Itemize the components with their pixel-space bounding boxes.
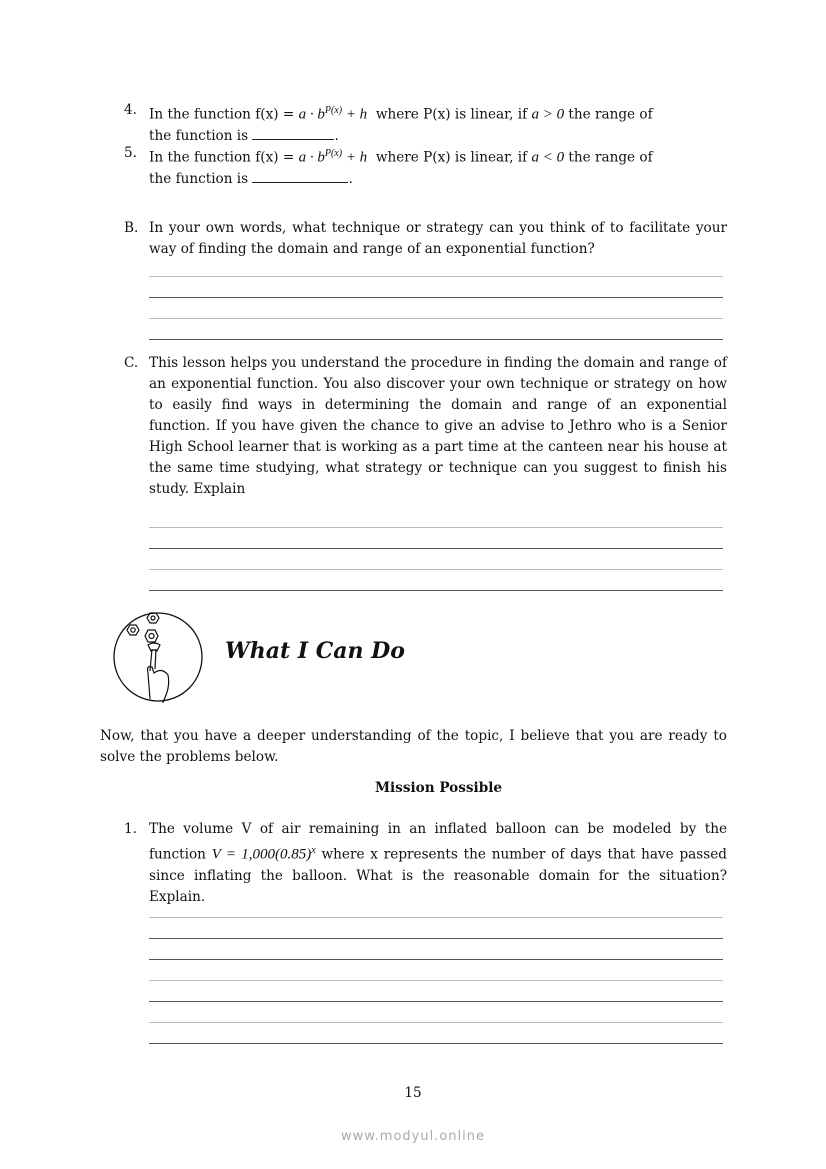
answer-line[interactable] [149, 1043, 723, 1044]
text: where P(x) is linear, if [367, 149, 532, 166]
formula: + h [342, 149, 368, 166]
section-b-text: In your own words, what technique or strategy can you think of to facilitate your way of finding the domain and range of an exponential function? [149, 220, 727, 257]
text: where P(x) is linear, if [367, 106, 532, 123]
answer-blank[interactable] [252, 126, 334, 140]
text: . [334, 127, 339, 144]
section-b [124, 218, 727, 260]
page-number: 15 [404, 1085, 422, 1101]
condition: a > 0 [531, 106, 565, 123]
text: The volume V of air remaining in an inflated balloon can be modeled by the function [149, 821, 727, 863]
text: the range of [564, 106, 653, 123]
text: the function is [149, 127, 249, 144]
answer-line[interactable] [149, 339, 723, 340]
intro-text: Now, that you have a deeper understanding of the topic, I believe that you are ready to solve the problems below. [100, 728, 727, 765]
formula-exponent: P(x) [324, 148, 343, 159]
watermark: www.modyul.online [340, 1129, 486, 1144]
section-title: What I Can Do [225, 638, 405, 664]
condition: a < 0 [531, 149, 565, 166]
answer-line[interactable] [149, 590, 723, 591]
text: In the function f(x) = [149, 106, 299, 123]
mission-question-1 [124, 819, 727, 908]
answer-line[interactable] [149, 276, 723, 277]
answer-line[interactable] [149, 297, 723, 298]
answer-line[interactable] [149, 527, 723, 528]
item-number: 4. [124, 102, 137, 118]
item-number: 1. [124, 821, 137, 837]
formula-exponent: x [311, 845, 316, 856]
answer-blank[interactable] [252, 169, 348, 183]
answer-line[interactable] [149, 959, 723, 960]
answer-line[interactable] [149, 1022, 723, 1023]
item-number: 5. [124, 145, 137, 161]
formula: a · b [298, 106, 325, 123]
answer-line[interactable] [149, 980, 723, 981]
question-5 [124, 143, 727, 190]
text: . [348, 170, 353, 187]
formula-exponent: P(x) [324, 105, 343, 116]
answer-line[interactable] [149, 938, 723, 939]
formula: + h [342, 106, 368, 123]
answer-line[interactable] [149, 917, 723, 918]
text: the function is [149, 170, 249, 187]
answer-line[interactable] [149, 1001, 723, 1002]
question-4 [124, 100, 727, 147]
formula: a · b [298, 149, 325, 166]
mission-heading: Mission Possible [374, 780, 503, 796]
text: In the function f(x) = [149, 149, 299, 166]
answer-line[interactable] [149, 548, 723, 549]
answer-line[interactable] [149, 569, 723, 570]
hand-wrench-icon [112, 611, 204, 703]
answer-line[interactable] [149, 318, 723, 319]
text: the range of [564, 149, 653, 166]
section-c [124, 353, 727, 500]
section-label: C. [124, 355, 139, 371]
formula: V = 1,000(0.85) [211, 846, 312, 863]
section-c-text: This lesson helps you understand the procedure in finding the domain and range of an exponential function. You also discover your own technique or strategy on how to easily find ways in determining the domain and range of an exponential function. If you have given the chance to give an advise to Jethro who is a Senior High School learner that is working as a part time at the canteen near his house at the same time studying, what strategy or technique can you suggest to finish his study. Explain [149, 355, 727, 497]
section-label: B. [124, 220, 139, 236]
text: where x represents the number of days that have passed since inflating the balloon. What is the reasonable domain for the situation? Explain. [149, 846, 727, 905]
